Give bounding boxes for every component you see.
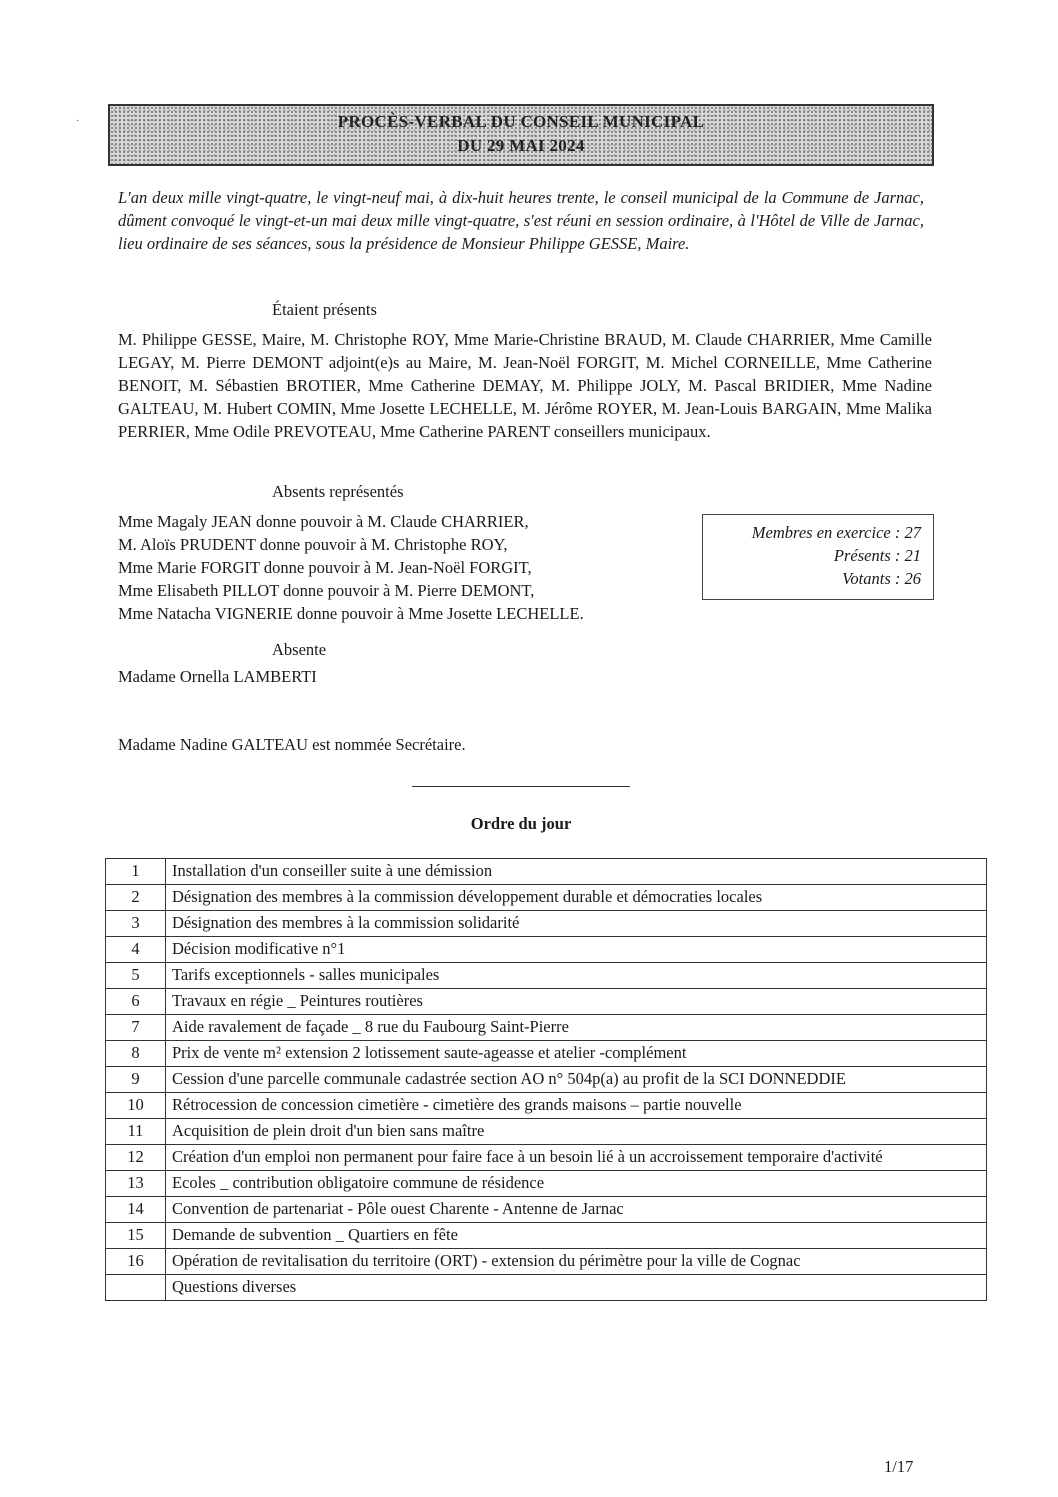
represented-line: M. Aloïs PRUDENT donne pouvoir à M. Christophe ROY,: [118, 535, 508, 554]
agenda-item-text: Désignation des membres à la commission développement durable et démocraties locales: [166, 885, 987, 911]
agenda-row: [106, 1145, 987, 1171]
agenda-item-number: 15: [106, 1223, 166, 1249]
agenda-item-text: Décision modificative n°1: [166, 937, 987, 963]
agenda-row: [106, 1067, 987, 1093]
agenda-item-number: 16: [106, 1249, 166, 1275]
agenda-item-text: Tarifs exceptionnels - salles municipales: [166, 963, 987, 989]
agenda-item-text: Convention de partenariat - Pôle ouest Charente - Antenne de Jarnac: [166, 1197, 987, 1223]
present-heading: Étaient présents: [272, 300, 377, 319]
agenda-item-text: Prix de vente m² extension 2 lotissement saute-ageasse et atelier -complément: [166, 1041, 987, 1067]
agenda-item-text: Questions diverses: [166, 1275, 987, 1301]
agenda-item-number: 3: [106, 911, 166, 937]
agenda-item-number: 10: [106, 1093, 166, 1119]
agenda-row: [106, 1197, 987, 1223]
agenda-item-number: 9: [106, 1067, 166, 1093]
agenda-item-number: 8: [106, 1041, 166, 1067]
agenda-item-number: 4: [106, 937, 166, 963]
agenda-row: [106, 989, 987, 1015]
agenda-item-text: Rétrocession de concession cimetière - cimetière des grands maisons – partie nouvelle: [166, 1093, 987, 1119]
absent-name: Madame Ornella LAMBERTI: [118, 667, 317, 686]
represented-line: Mme Natacha VIGNERIE donne pouvoir à Mme Josette LECHELLE.: [118, 604, 584, 623]
secretary-line: Madame Nadine GALTEAU est nommée Secrétaire.: [118, 735, 466, 754]
agenda-item-text: Demande de subvention _ Quartiers en fête: [166, 1223, 987, 1249]
present-list: M. Philippe GESSE, Maire, M. Christophe ROY, Mme Marie-Christine BRAUD, M. Claude CHARRIER, Mme Camille LEGAY, M. Pierre DEMONT adjoint(e)s au Maire, M. Jean-Noël FORGIT, M. Michel CORNEILLE, Mme Catherine BENOIT, M. Sébastien BROTIER, Mme Catherine DEMAY, M. Philippe JOLY, M. Pascal BRIDIER, Mme Nadine GALTEAU, M. Hubert COMIN, Mme Josette LECHELLE, M. Jérôme ROYER, M. Jean-Louis BARGAIN, Mme Malika PERRIER, Mme Odile PREVOTEAU, Mme Catherine PARENT conseillers municipaux.: [118, 330, 932, 441]
agenda-row: [106, 1093, 987, 1119]
agenda-row: [106, 911, 987, 937]
agenda-row: [106, 885, 987, 911]
absent-heading: Absente: [272, 640, 327, 659]
agenda-item-text: Acquisition de plein droit d'un bien sans maître: [166, 1119, 987, 1145]
agenda-item-text: Cession d'une parcelle communale cadastrée section AO n° 504p(a) au profit de la SCI DONNEDDIE: [166, 1067, 987, 1093]
agenda-item-number: 6: [106, 989, 166, 1015]
page-number: 1/17: [884, 1457, 914, 1476]
agenda-row: [106, 937, 987, 963]
voters-count: Votants : 26: [842, 569, 921, 588]
title-line-1: PROCÈS-VERBAL DU CONSEIL MUNICIPAL: [337, 112, 705, 131]
intro-paragraph: L'an deux mille vingt-quatre, le vingt-neuf mai, à dix-huit heures trente, le conseil municipal de la Commune de Jarnac, dûment convoqué le vingt-et-un mai deux mille vingt-quatre, s'est réuni en session ordinaire, à l'Hôtel de Ville de Jarnac, lieu ordinaire de ses séances, sous la présidence de Monsieur Philippe GESSE, Maire.: [118, 188, 924, 253]
agenda-item-number: 13: [106, 1171, 166, 1197]
attendance-stats-box: [702, 514, 934, 600]
agenda-item-number: 2: [106, 885, 166, 911]
agenda-item-number: [106, 1275, 166, 1301]
agenda-item-text: Désignation des membres à la commission solidarité: [166, 911, 987, 937]
represented-line: Mme Marie FORGIT donne pouvoir à M. Jean-Noël FORGIT,: [118, 558, 532, 577]
agenda-row: [106, 1223, 987, 1249]
agenda-item-text: Aide ravalement de façade _ 8 rue du Faubourg Saint-Pierre: [166, 1015, 987, 1041]
agenda-item-number: 11: [106, 1119, 166, 1145]
agenda-row: [106, 859, 987, 885]
agenda-item-text: Travaux en régie _ Peintures routières: [166, 989, 987, 1015]
represented-line: Mme Magaly JEAN donne pouvoir à M. Claude CHARRIER,: [118, 512, 529, 531]
agenda-row: [106, 1119, 987, 1145]
scan-speck: ·: [76, 116, 80, 127]
agenda-table: [105, 858, 987, 1301]
agenda-row: [106, 963, 987, 989]
represented-heading: Absents représentés: [272, 482, 404, 501]
agenda-row: [106, 1041, 987, 1067]
agenda-item-text: Ecoles _ contribution obligatoire commune de résidence: [166, 1171, 987, 1197]
agenda-row: [106, 1275, 987, 1301]
agenda-item-number: 1: [106, 859, 166, 885]
agenda-title: Ordre du jour: [470, 814, 572, 833]
agenda-item-number: 14: [106, 1197, 166, 1223]
agenda-row: [106, 1249, 987, 1275]
section-divider: [412, 786, 630, 787]
agenda-item-number: 7: [106, 1015, 166, 1041]
agenda-row: [106, 1015, 987, 1041]
title-line-2: DU 29 MAI 2024: [457, 136, 585, 155]
agenda-item-number: 5: [106, 963, 166, 989]
title-banner: [108, 104, 934, 166]
agenda-item-number: 12: [106, 1145, 166, 1171]
represented-list: [118, 510, 584, 625]
agenda-row: [106, 1171, 987, 1197]
present-count: Présents : 21: [833, 546, 921, 565]
agenda-item-text: Installation d'un conseiller suite à une démission: [166, 859, 987, 885]
agenda-item-text: Création d'un emploi non permanent pour faire face à un besoin lié à un accroissement temporaire d'activité: [166, 1145, 987, 1171]
represented-line: Mme Elisabeth PILLOT donne pouvoir à M. Pierre DEMONT,: [118, 581, 535, 600]
agenda-item-text: Opération de revitalisation du territoire (ORT) - extension du périmètre pour la ville de Cognac: [166, 1249, 987, 1275]
members-count: Membres en exercice : 27: [751, 523, 921, 542]
